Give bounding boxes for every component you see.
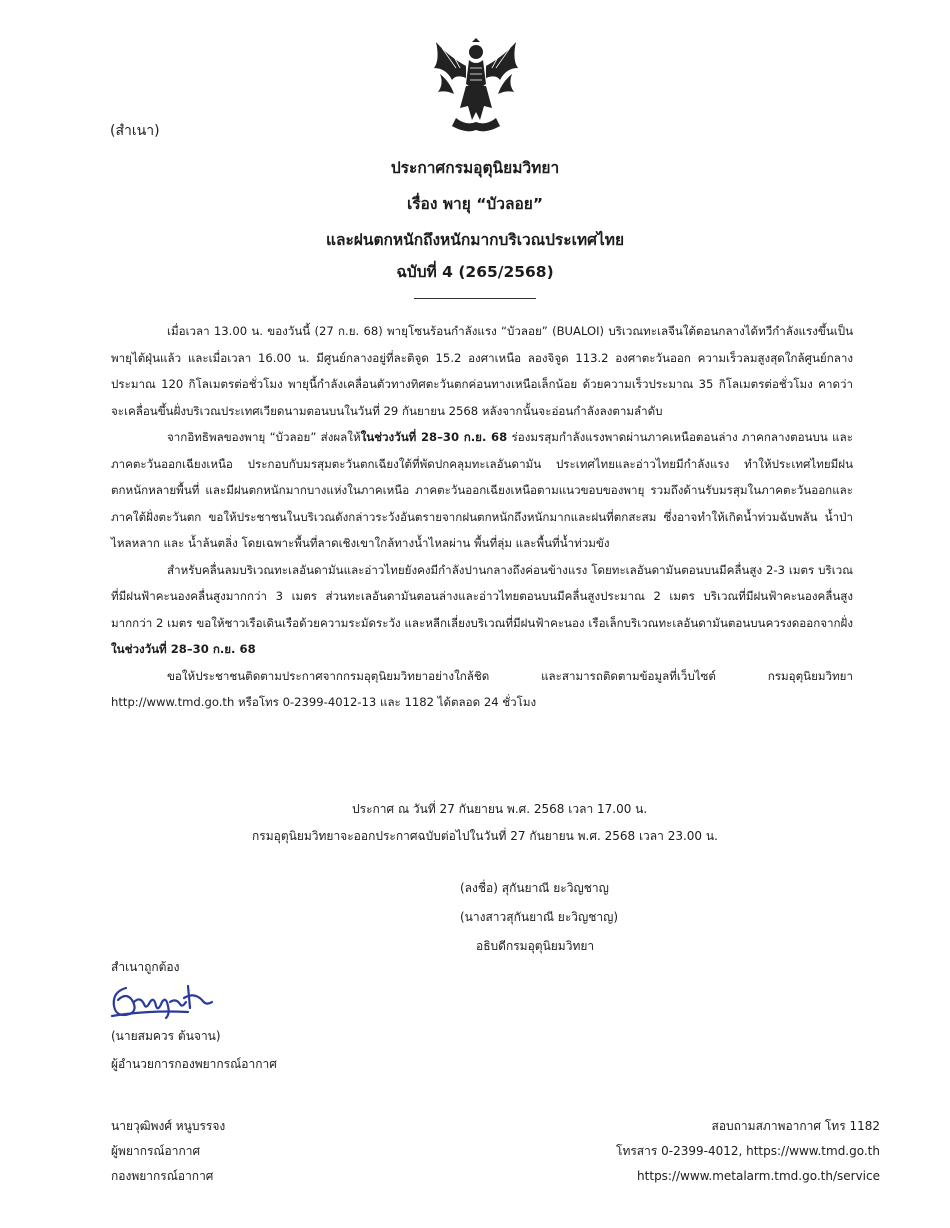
paragraph-rain-impact-text-b: ร่องมรสุมกำลังแรงพาดผ่านภาคเหนือตอนล่าง ภาคกลางตอนบน และภาคตะวันออกเฉียงเหนือ ประกอบกับมรสุมตะวันตกเฉียงใต้ที่พัดปกคลุมทะเลอันดามัน ประเทศไทยและอ่าวไทยมีกำลังแรง ทำให้ประเทศไทยมีฝนตกหนักหลายพื้นที่ และมีฝนตกหนักมากบางแห่งในภาคเหนือ ภาคตะวันออกเฉียงเหนือตามแนวขอบของพายุ รวมถึงด้านรับมรสุมในภาคตะวันออกและภาคใต้ฝั่งตะวันตก ขอให้ประชาชนในบริเวณดังกล่าวระวังอันตรายจากฝนตกหนักถึงหนักมากและฝนที่ตกสะสม ซึ่งอาจทำให้เกิดน้ำท่วมฉับพลัน น้ำป่าไหลหลาก และ น้ำล้นตลิ่ง โดยเฉพาะพื้นที่ลาดเชิงเขาใกล้ทางน้ำไหลผ่าน พื้นที่ลุ่ม และพื้นที่น้ำท่วมขัง bbox=[111, 430, 853, 550]
paragraph-rain-impact-dates: ในช่วงวันที่ 28–30 ก.ย. 68 bbox=[360, 430, 508, 444]
certifier-position: ผู้อำนวยการกองพยากรณ์อากาศ bbox=[111, 1057, 277, 1071]
forecaster-block bbox=[111, 1114, 225, 1189]
document-subject bbox=[0, 191, 950, 216]
forecaster-dept: กองพยากรณ์อากาศ bbox=[111, 1169, 214, 1183]
certifier-block bbox=[111, 1022, 277, 1078]
document-subtitle: และฝนตกหนักถึงหนักมากบริเวณประเทศไทย bbox=[325, 231, 625, 249]
issued-block bbox=[0, 796, 950, 850]
signer-position: อธิบดีกรมอุตุนิยมวิทยา bbox=[476, 939, 595, 953]
contact-phone: สอบถามสภาพอากาศ โทร 1182 bbox=[711, 1119, 880, 1133]
next-issue-line: กรมอุตุนิยมวิทยาจะออกประกาศฉบับต่อไปในวันที่ 27 กันยายน พ.ศ. 2568 เวลา 23.00 น. bbox=[252, 829, 718, 843]
contact-service-url: https://www.metalarm.tmd.go.th/service bbox=[637, 1169, 880, 1183]
forecaster-role: ผู้พยากรณ์อากาศ bbox=[111, 1144, 201, 1158]
paragraph-contact: ขอให้ประชาชนติดตามประกาศจากกรมอุตุนิยมวิทยาอย่างใกล้ชิด และสามารถติดตามข้อมูลที่เว็บไซต์ กรมอุตุนิยมวิทยา http://www.tmd.go.th หรือโทร 0-2399-4012-13 และ 1182 ได้ตลอด 24 ชั่วโมง bbox=[111, 668, 853, 709]
paragraph-waves bbox=[111, 557, 853, 663]
paragraph-waves-text: สำหรับคลื่นลมบริเวณทะเลอันดามันและอ่าวไทยยังคงมีกำลังปานกลางถึงค่อนข้างแรง โดยทะเลอันดามันตอนบนมีคลื่นสูง 2-3 เมตร บริเวณที่มีฝนฟ้าคะนองคลื่นสูงมากกว่า 3 เมตร ส่วนทะเลอันดามันตอนล่างและอ่าวไทยตอนบนมีคลื่นสูงประมาณ 2 เมตร บริเวณที่มีฝนฟ้าคะนองคลื่นสูงมากกว่า 2 เมตร ขอให้ชาวเรือเดินเรือด้วยความระมัดระวัง และหลีกเลี่ยงบริเวณที่มีฝนฟ้าคะนอง เรือเล็กบริเวณทะเลอันดามันตอนบนควรงดออกจากฝั่ง bbox=[111, 562, 853, 630]
paragraph-rain-impact-text-a: จากอิทธิพลของพายุ “บัวลอย” ส่งผลให้ bbox=[167, 430, 361, 444]
certified-label: สำเนาถูกต้อง bbox=[111, 960, 180, 974]
subject-prefix: เรื่อง พายุ bbox=[406, 195, 477, 213]
signer-name: (นางสาวสุกันยาณี ยะวิญชาญ) bbox=[460, 910, 619, 924]
document-title: ประกาศกรมอุตุนิยมวิทยา bbox=[390, 159, 560, 177]
forecaster-name: นายวุฒิพงศ์ หนูบรรจง bbox=[111, 1119, 226, 1133]
title-divider bbox=[414, 298, 536, 299]
paragraph-rain-impact bbox=[111, 424, 853, 557]
issued-date-line: ประกาศ ณ วันที่ 27 กันยายน พ.ศ. 2568 เวลา 17.00 น. bbox=[352, 802, 648, 816]
garuda-emblem-icon bbox=[426, 38, 526, 136]
contact-block bbox=[616, 1114, 880, 1189]
paragraph-waves-dates: ในช่วงวันที่ 28–30 ก.ย. 68 bbox=[111, 642, 256, 656]
signer-block bbox=[460, 874, 618, 961]
announcement-body bbox=[111, 318, 853, 716]
issue-number: ฉบับที่ 4 (265/2568) bbox=[396, 263, 554, 281]
handwritten-signature-icon bbox=[108, 978, 218, 1024]
signer-signed: (ลงชื่อ) สุกันยาณี ยะวิญชาญ bbox=[460, 881, 609, 895]
contact-fax-web: โทรสาร 0-2399-4012, https://www.tmd.go.th bbox=[616, 1144, 880, 1158]
paragraph-storm-status: เมื่อเวลา 13.00 น. ของวันนี้ (27 ก.ย. 68) พายุโซนร้อนกำลังแรง “บัวลอย” (BUALOI) บริเวณทะเลจีนใต้ตอนกลางได้ทวีกำลังแรงขึ้นเป็นพายุไต้ฝุ่นแล้ว และเมื่อเวลา 16.00 น. มีศูนย์กลางอยู่ที่ละติจูด 15.2 องศาเหนือ ลองจิจูด 113.2 องศาตะวันออก ความเร็วลมสูงสุดใกล้ศูนย์กลางประมาณ 120 กิโลเมตรต่อชั่วโมง พายุนี้กำลังเคลื่อนตัวทางทิศตะวันตกค่อนทางเหนือเล็กน้อย ด้วยความเร็วประมาณ 35 กิโลเมตรต่อชั่วโมง คาดว่าจะเคลื่อนขึ้นฝั่งบริเวณประเทศเวียดนามตอนบนในวันที่ 29 กันยายน 2568 หลังจากนั้นจะอ่อนกำลังลงตามลำดับ bbox=[111, 324, 853, 418]
certifier-name: (นายสมควร ต้นจาน) bbox=[111, 1029, 221, 1043]
storm-name: “บัวลอย” bbox=[476, 195, 544, 213]
copy-label: (สำเนา) bbox=[110, 123, 160, 139]
